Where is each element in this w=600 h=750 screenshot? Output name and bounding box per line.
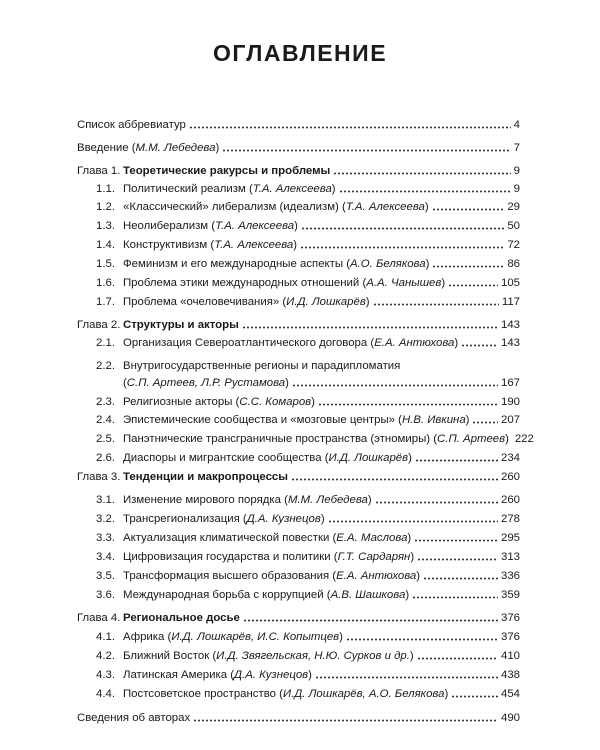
entry-author: Е.А. Антюхова — [336, 570, 417, 582]
entry-text — [123, 164, 330, 178]
paren-open: ( — [329, 532, 337, 544]
section-number: 1.5. — [96, 258, 115, 270]
entry-row — [123, 318, 520, 332]
entry-title: Цифровизация государства и политики — [123, 551, 331, 563]
paren-close: ) — [339, 631, 343, 643]
section-number: 3.4. — [96, 551, 115, 563]
paren-close: ) — [407, 532, 412, 544]
dot-leader — [291, 478, 498, 481]
dot-leader — [315, 676, 498, 679]
entry-author: И.Д. Лошкарёв — [286, 296, 366, 308]
paren-close: ) — [416, 570, 421, 582]
section-number: 1.7. — [96, 296, 115, 308]
page-number: 143 — [500, 319, 520, 331]
paren-close: ) — [424, 201, 429, 213]
entry-title: Феминизм и его международные аспекты — [123, 258, 344, 270]
entry-text — [123, 668, 312, 682]
entry-title: Эпистемические сообщества и «мозговые центры» — [123, 414, 395, 426]
chapter-title: Региональное досье — [123, 612, 240, 624]
entry-text — [123, 550, 414, 564]
entry-title: Проблема «очеловечивания» — [123, 296, 280, 308]
dot-leader — [423, 577, 498, 580]
entry-row — [123, 413, 520, 427]
paren-close: ) — [454, 337, 459, 349]
page-number: 72 — [507, 239, 520, 251]
chapter-title: Теоретические ракурсы и проблемы — [123, 165, 331, 177]
paren-close: ) — [331, 183, 336, 195]
page-number: 376 — [500, 612, 520, 624]
entry-text — [123, 451, 412, 465]
paren-close: ) — [311, 396, 315, 408]
entry-row — [123, 630, 520, 644]
dot-leader — [415, 459, 498, 462]
entry-title: Международная борьба с коррупцией — [123, 589, 324, 601]
paren-open: ( — [279, 296, 287, 308]
section-number: 2.2. — [96, 360, 115, 372]
section-number: 1.4. — [96, 239, 115, 251]
dot-leader — [242, 326, 498, 329]
chapter-number: Глава 4. — [77, 612, 121, 624]
page-number: 295 — [500, 532, 520, 544]
paren-open: ( — [338, 201, 346, 213]
entry-row — [77, 711, 520, 725]
paren-open: ( — [343, 258, 351, 270]
paren-close: ) — [294, 220, 298, 232]
section-number: 2.1. — [96, 337, 115, 349]
entry-title: Постсоветское пространство — [123, 688, 276, 700]
entry-title: Религиозные акторы — [123, 396, 233, 408]
page-number: 410 — [500, 650, 520, 662]
paren-close: ) — [320, 513, 325, 525]
entry-row — [77, 141, 520, 155]
dot-leader — [300, 246, 504, 249]
paren-open: ( — [430, 433, 438, 445]
page-number: 278 — [500, 513, 520, 525]
dot-leader — [243, 619, 498, 622]
paren-open: ( — [275, 688, 283, 700]
entry-title: Неолиберализм — [123, 220, 209, 232]
entry-text — [123, 611, 240, 625]
entry-text — [123, 432, 509, 446]
entry-text — [123, 413, 469, 427]
section-number: 2.3. — [96, 396, 115, 408]
section-number: 1.2. — [96, 201, 115, 213]
entry-text — [123, 512, 325, 526]
page-number: 260 — [500, 494, 520, 506]
paren-close: ) — [441, 277, 446, 289]
dot-leader — [448, 284, 498, 287]
entry-row — [123, 569, 520, 583]
entry-author: И.Д. Лошкарёв, И.С. Копытцев — [171, 631, 340, 643]
paren-open: ( — [232, 396, 240, 408]
entry-title: Африка — [123, 631, 165, 643]
paren-open: ( — [323, 589, 331, 601]
dot-leader — [412, 596, 498, 599]
paren-close: ) — [308, 669, 312, 681]
chapter-number: Глава 3. — [77, 471, 121, 483]
entry-title: «Классический» либерализм (идеализм) — [123, 201, 339, 213]
dot-leader — [318, 403, 498, 406]
section-number: 4.1. — [96, 631, 115, 643]
entry-author: Д.А. Кузнецов — [246, 513, 321, 525]
entry-text — [123, 470, 288, 484]
entry-title: Организация Североатлантического договора — [123, 337, 368, 349]
entry-row — [123, 668, 520, 682]
entry-title-line — [123, 359, 400, 373]
paren-open: ( — [280, 494, 288, 506]
entry-row — [123, 550, 520, 564]
entry-text — [123, 238, 297, 252]
entry-author: Т.А. Алексеева — [345, 201, 425, 213]
entry-author: А.В. Шашкова — [330, 589, 406, 601]
entry-title: Диаспоры и мигрантские сообщества — [123, 452, 322, 464]
paren-open: ( — [394, 414, 402, 426]
section-number: 2.6. — [96, 452, 115, 464]
paren-open: ( — [208, 220, 216, 232]
entry-title: Внутригосударственные регионы и парадипломатия — [123, 360, 401, 372]
entry-row — [123, 336, 520, 350]
entry-author: Т.А. Алексеева — [215, 220, 295, 232]
entry-text — [123, 630, 343, 644]
entry-row — [123, 164, 520, 178]
entry-row — [123, 451, 520, 465]
paren-close: ) — [285, 377, 289, 389]
entry-title: Актуализация климатической повестки — [123, 532, 330, 544]
entry-row — [123, 687, 520, 701]
entry-row — [123, 238, 520, 252]
entry-row — [123, 182, 520, 196]
page-number: 143 — [500, 337, 520, 349]
dot-leader — [339, 190, 511, 193]
entry-row — [123, 588, 520, 602]
dot-leader — [461, 344, 498, 347]
dot-leader — [414, 539, 498, 542]
entry-title: Латинская Америка — [123, 669, 228, 681]
entry-title: Трансрегионализация — [123, 513, 240, 525]
page-number: 9 — [513, 183, 520, 195]
entry-author-wrap — [123, 376, 289, 390]
entry-row — [123, 493, 520, 507]
page-number: 117 — [501, 296, 520, 308]
entry-text — [123, 182, 336, 196]
paren-open: ( — [227, 669, 235, 681]
entry-row — [123, 376, 520, 390]
entry-title: Ближний Восток — [123, 650, 210, 662]
entry-author: А.А. Чанышев — [366, 277, 442, 289]
entry-row — [123, 611, 520, 625]
chapter-number: Глава 2. — [77, 319, 121, 331]
chapter-title: Структуры и акторы — [123, 319, 239, 331]
dot-leader — [451, 695, 498, 698]
entry-title: Сведения об авторах — [77, 712, 191, 724]
entry-text — [123, 318, 239, 332]
dot-leader — [375, 501, 498, 504]
page-number: 260 — [500, 471, 520, 483]
page-number: 313 — [500, 551, 520, 563]
entry-author: Т.А. Алексеева — [214, 239, 294, 251]
entry-text — [123, 257, 429, 271]
entry-author: С.П. Артеев, Л.Р. Рустамова — [126, 377, 286, 389]
section-number: 1.6. — [96, 277, 115, 289]
page-number: 359 — [500, 589, 520, 601]
entry-title: Введение — [77, 142, 129, 154]
dot-leader — [373, 303, 499, 306]
page-number: 490 — [500, 712, 520, 724]
paren-open: ( — [123, 377, 127, 389]
entry-row — [123, 200, 520, 214]
entry-author: С.С. Комаров — [239, 396, 312, 408]
entry-text — [123, 569, 420, 583]
entry-title: Изменение мирового порядка — [123, 494, 281, 506]
paren-close: ) — [367, 494, 372, 506]
entry-title: Список аббревиатур — [77, 119, 186, 131]
entry-author: М.М. Лебедева — [287, 494, 368, 506]
dot-leader — [328, 520, 498, 523]
section-number: 4.3. — [96, 669, 115, 681]
entry-text — [123, 295, 370, 309]
paren-close: ) — [465, 414, 470, 426]
paren-close: ) — [408, 452, 412, 464]
entry-text — [123, 493, 372, 507]
entry-row — [123, 531, 520, 545]
dot-leader — [333, 172, 510, 175]
page-number: 222 — [514, 433, 534, 445]
entry-text — [123, 649, 414, 663]
entry-text — [123, 687, 448, 701]
paren-close: ) — [409, 650, 414, 662]
page-number: 167 — [500, 377, 520, 389]
paren-open: ( — [245, 183, 253, 195]
section-number: 2.5. — [96, 433, 115, 445]
page-number: 234 — [500, 452, 520, 464]
entry-author: И.Д. Лошкарёв — [328, 452, 409, 464]
section-number: 3.1. — [96, 494, 115, 506]
entry-text — [123, 219, 298, 233]
paren-open: ( — [367, 337, 375, 349]
page-number: 50 — [507, 220, 520, 232]
dot-leader — [346, 638, 498, 641]
entry-text — [123, 276, 445, 290]
paren-close: ) — [425, 258, 430, 270]
paren-open: ( — [329, 570, 337, 582]
paren-open: ( — [207, 239, 215, 251]
paren-close: ) — [215, 142, 220, 154]
paren-open: ( — [164, 631, 172, 643]
entry-row — [123, 219, 520, 233]
entry-author: Д.А. Кузнецов — [234, 669, 309, 681]
page-number: 207 — [500, 414, 520, 426]
entry-author: Н.В. Ивкина — [401, 414, 466, 426]
paren-close: ) — [365, 296, 370, 308]
dot-leader — [432, 208, 505, 211]
paren-open: ( — [209, 650, 217, 662]
section-number: 3.2. — [96, 513, 115, 525]
entry-row — [123, 512, 520, 526]
entry-text — [123, 588, 409, 602]
entry-author: Е.А. Антюхова — [374, 337, 455, 349]
entry-text — [77, 141, 219, 155]
dot-leader — [193, 719, 498, 722]
section-number: 1.3. — [96, 220, 115, 232]
page-number: 454 — [500, 688, 520, 700]
entry-row — [123, 395, 520, 409]
paren-open: ( — [359, 277, 367, 289]
entry-row — [123, 295, 520, 309]
page-title: ОГЛАВЛЕНИЕ — [212, 40, 388, 66]
entry-row — [123, 276, 520, 290]
entry-row — [77, 118, 520, 132]
entry-title: Политический реализм — [123, 183, 246, 195]
entry-author: И.Д. Лошкарёв, А.О. Белякова — [282, 688, 445, 700]
page-number: 7 — [513, 142, 520, 154]
dot-leader — [189, 126, 511, 129]
section-number: 3.6. — [96, 589, 115, 601]
entry-text — [77, 711, 190, 725]
page-number: 336 — [500, 570, 520, 582]
entry-row — [123, 432, 534, 446]
section-number: 1.1. — [96, 183, 115, 195]
entry-title: Панэтнические трансграничные пространства (этномиры) — [123, 433, 431, 445]
page-number: 438 — [500, 669, 520, 681]
dot-leader — [301, 227, 504, 230]
entry-author: М.М. Лебедева — [135, 142, 216, 154]
entry-author: Г.Т. Сардарян — [337, 551, 411, 563]
entry-row — [123, 470, 520, 484]
paren-open: ( — [330, 551, 338, 563]
entry-author: С.П. Артеев — [437, 433, 506, 445]
page-number: 190 — [500, 396, 520, 408]
section-number: 4.4. — [96, 688, 115, 700]
page-number: 376 — [500, 631, 520, 643]
section-number: 3.3. — [96, 532, 115, 544]
dot-leader — [417, 558, 498, 561]
paren-open: ( — [239, 513, 247, 525]
page-number: 4 — [513, 119, 520, 131]
paren-open: ( — [128, 142, 136, 154]
entry-author: Е.А. Маслова — [336, 532, 408, 544]
section-number: 4.2. — [96, 650, 115, 662]
section-number: 2.4. — [96, 414, 115, 426]
page-number: 105 — [500, 277, 520, 289]
dot-leader — [222, 149, 510, 152]
page-number: 29 — [507, 201, 520, 213]
entry-text — [123, 531, 411, 545]
dot-leader — [472, 421, 498, 424]
paren-close: ) — [505, 433, 509, 445]
entry-row — [123, 257, 520, 271]
page-number: 86 — [507, 258, 520, 270]
chapter-title: Тенденции и макропроцессы — [123, 471, 288, 483]
entry-text — [123, 336, 458, 350]
section-number: 3.5. — [96, 570, 115, 582]
entry-text — [123, 200, 429, 214]
entry-title: Проблема этики международных отношений — [123, 277, 360, 289]
paren-open: ( — [321, 452, 329, 464]
entry-author: А.О. Белякова — [350, 258, 426, 270]
chapter-number: Глава 1. — [77, 165, 121, 177]
dot-leader — [292, 384, 498, 387]
dot-leader — [417, 657, 498, 660]
paren-close: ) — [405, 589, 410, 601]
page-number: 9 — [513, 165, 520, 177]
paren-close: ) — [444, 688, 449, 700]
dot-leader — [432, 265, 504, 268]
entry-author: Т.А. Алексеева — [252, 183, 332, 195]
entry-title: Трансформация высшего образования — [123, 570, 330, 582]
entry-author: И.Д. Звягельская, Н.Ю. Сурков и др. — [216, 650, 410, 662]
entry-text — [77, 118, 186, 132]
paren-close: ) — [293, 239, 298, 251]
entry-text — [123, 395, 315, 409]
entry-title: Конструктивизм — [123, 239, 208, 251]
paren-close: ) — [410, 551, 415, 563]
entry-row — [123, 649, 520, 663]
